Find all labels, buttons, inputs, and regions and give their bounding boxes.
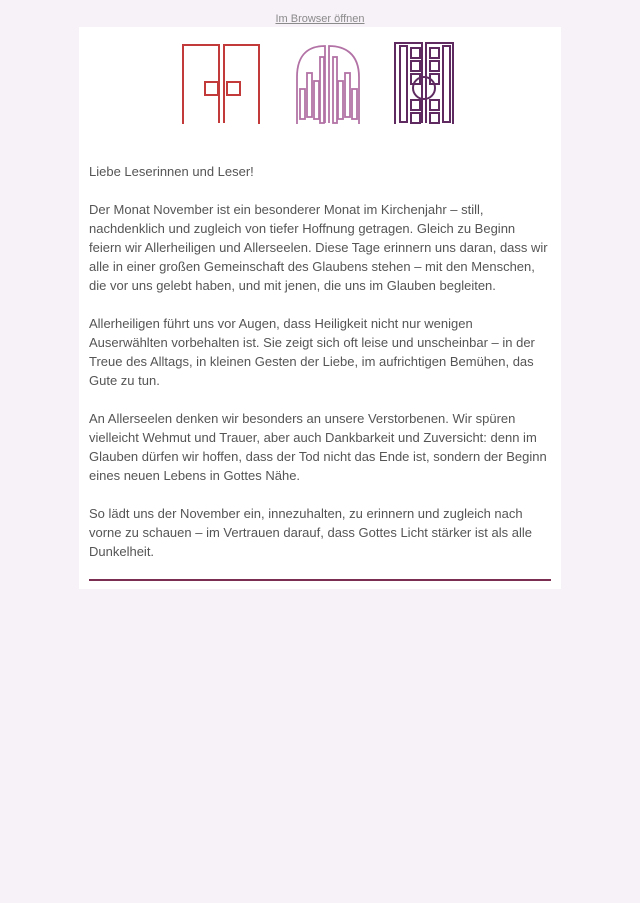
email-card <box>79 27 561 589</box>
church-doors-illustration <box>88 27 552 127</box>
open-in-browser-link[interactable]: Im Browser öffnen <box>275 13 365 25</box>
paneled-door-icon <box>395 43 453 124</box>
section-divider <box>89 579 551 581</box>
newsletter-paragraph-1: Der Monat November ist ein besonderer Monat im Kirchenjahr – still, nachdenklich und zugleich von tiefer Hoffnung getragen. Gleich zu Beginn feiern wir Allerheiligen und Allerseelen. Diese Tage erinnern uns daran, dass wir alle in einer großen Gemeinschaft des Glaubens stehen – mit den Menschen, die vor uns gelebt haben, und mit jenen, die uns im Glauben begleiten. <box>89 202 548 293</box>
left-door-icon <box>183 45 259 124</box>
greeting-text: Liebe Leserinnen und Leser! <box>89 164 254 179</box>
newsletter-paragraph-3: An Allerseelen denken wir besonders an unsere Verstorbenen. Wir spüren vielleicht Wehmut und Trauer, aber auch Dankbarkeit und Zuversicht: denn im Glauben dürfen wir hoffen, dass der Tod nicht das Ende ist, sondern der Beginn eines neuen Lebens in Gottes Nähe. <box>89 411 547 483</box>
newsletter-body <box>79 162 561 589</box>
newsletter-paragraph-4: So lädt uns der November ein, innezuhalten, zu erinnern und zugleich nach vorne zu schauen – im Vertrauen darauf, dass Gottes Licht stärker ist als alle Dunkelheit. <box>89 506 532 559</box>
webview-topbar <box>0 0 640 27</box>
arched-door-icon <box>297 46 359 124</box>
newsletter-paragraph-2: Allerheiligen führt uns vor Augen, dass Heiligkeit nicht nur wenigen Auserwählten vorbehalten ist. Sie zeigt sich oft leise und unscheinbar – in der Treue des Alltags, in kleinen Gesten der Liebe, im aufrichtigen Bemühen, das Gute zu tun. <box>89 316 535 388</box>
